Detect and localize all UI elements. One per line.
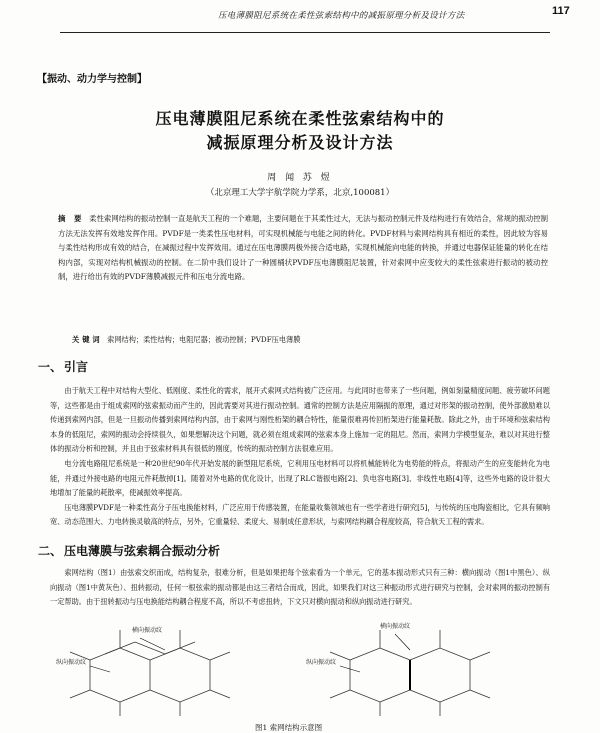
section1-heading	[38, 358, 88, 375]
affiliation: （北京理工大学宇航学院力学系，北京,100081）	[205, 188, 395, 198]
abstract-label: 摘 要	[58, 214, 85, 223]
running-header: 压电薄膜阻尼系统在柔性弦索结构中的减振原理分析及设计方法	[218, 11, 465, 21]
section2-title: 压电薄膜与弦索耦合振动分析	[64, 544, 221, 558]
right-net	[330, 630, 490, 716]
figure1-caption: 图1 索网结构示意图	[255, 723, 323, 732]
keywords-text: 索网结构；柔性结构；电阻尼器；被动控制；PVDF压电薄膜	[107, 335, 301, 344]
page-number: 117	[552, 5, 570, 17]
section1-number: 一、	[38, 360, 63, 374]
section-tag: 【振动、动力学与控制】	[37, 74, 147, 85]
label-right-top: 横向振动纹	[380, 623, 411, 630]
section2-number: 二、	[38, 544, 63, 558]
abstract	[58, 212, 548, 285]
abstract-text: 柔性索网结构的振动控制一直是航天工程的一个难题，主要问题在于其柔性过大，无法与振动控制元件及结构进行有效结合，常规的振动控制方法无法发挥有效地发挥作用。PVDF是一类柔性压电材料，可实现机械能与电能之间的转化。PVDF材料与索网结构具有相近的柔性，因此较为容易与柔性结构形成有效的结合，在减振过程中发挥效用。通过在压电薄膜两极外接合适电路，实现机械能向电能的转换，并通过电器保证能量的转化在结构内部，实现对结构机械振动的控制。在二阶中我们设计了一种圆桶状PVDF压电薄膜阻尼装置，针对索网中应变较大的柔性弦索进行振动的被动控制，进行给出有效的PVDF薄膜减振元件和压电分流电路。	[58, 214, 549, 282]
paragraph: 压电薄膜PVDF是一种柔性高分子压电换能材料，广泛应用于传感装置，在能量收集领域也有一些学者进行研究[5]，与传统的压电陶瓷相比，它具有频响宽、动态范围大、力电转换灵敏高的特点，另外，它重量轻、柔度大、易制成任意形状，与索网结构耦合程度较高，符合航天工程的需求。	[50, 502, 550, 527]
paragraph: 由于航天工程中对结构大型化、低刚度、柔性化的需求，展开式索网式结构被广泛应用。与此同时也带来了一些问题，例如刻量精度问题、疲劳破坏问题等，这些都是由于组成索网的弦索振动而产生的，因此需要对其进行振动控制。通常的控制方法是应用隔振的原理，通过对形架的振动控制，使外部激励难以传递到索网内部，但是一旦振动传播到索网结构内部，由于索网与刚性桁架的耦合特性，能量很难再传回桁架进行能量耗散。除此之外，由于环境和弦索结构本身的低阻尼，索网的振动会持续很久，如果想解决这个问题，就必须在组成索网的弦索本身上施加一定的阻尼。然而，索网力学模型复杂，难以对其进行整体的振动分析和控制，并且由于弦索材料具有很低的刚度，传统的振动控制方法很难应用。	[50, 386, 550, 454]
paper-title-line2: 减振原理分析及设计方法	[206, 133, 394, 152]
section1-title: 引言	[64, 360, 89, 374]
figure1-net-diagram	[50, 620, 550, 718]
label-right-side: 纵向振动纹	[306, 659, 337, 666]
keywords-label: 关键词	[72, 335, 103, 344]
authors: 周 闻 苏 煜	[267, 173, 333, 183]
label-left-top: 横向振动纹	[132, 627, 163, 634]
left-side-leader	[90, 666, 110, 672]
paragraph: 电分流电路阻尼系统是一种20世纪90年代开始发展的新型阻尼系统，它利用压电材料可以将机械能转化为电势能的特点，将振动产生的应变能转化为电能，并通过外接电路的电阻元件耗散掉[1]。随着对外电路的优化设计，出现了RLC谐振电路[2]、负电容电路[3]、非线性电路[4]等，这些外电路的设计很大地增加了能量的耗散率，使减振效率提高。	[50, 458, 550, 498]
paper-title-line1: 压电薄膜阻尼系统在柔性弦索结构中的	[155, 109, 445, 128]
section2-body	[50, 566, 550, 610]
section1-body	[50, 384, 550, 530]
label-left-side: 纵向振动纹	[56, 659, 87, 666]
header-rule	[60, 32, 550, 33]
left-top-leader	[140, 638, 165, 650]
section2-heading	[38, 542, 220, 559]
keywords	[72, 335, 542, 345]
right-top-leader	[395, 634, 410, 650]
paragraph: 索网结构（图1）由弦索交织而成，结构复杂，很难分析，但是如果把每个弦索看为一个单元，它的基本振动形式只有三种：横向振动（图1中黑色）、纵向振动（图1中黄灰色）、扭转振动，任何一根弦索的振动都是由这三者结合而成，因此，如果我们对这三种振动形式进行研究与控制，会对索网的振动控制有一定帮助。由于扭转振动与压电换能结构耦合程度不高，所以不考虑扭转，下文只对横向振动和纵向振动进行研究。	[50, 568, 550, 607]
